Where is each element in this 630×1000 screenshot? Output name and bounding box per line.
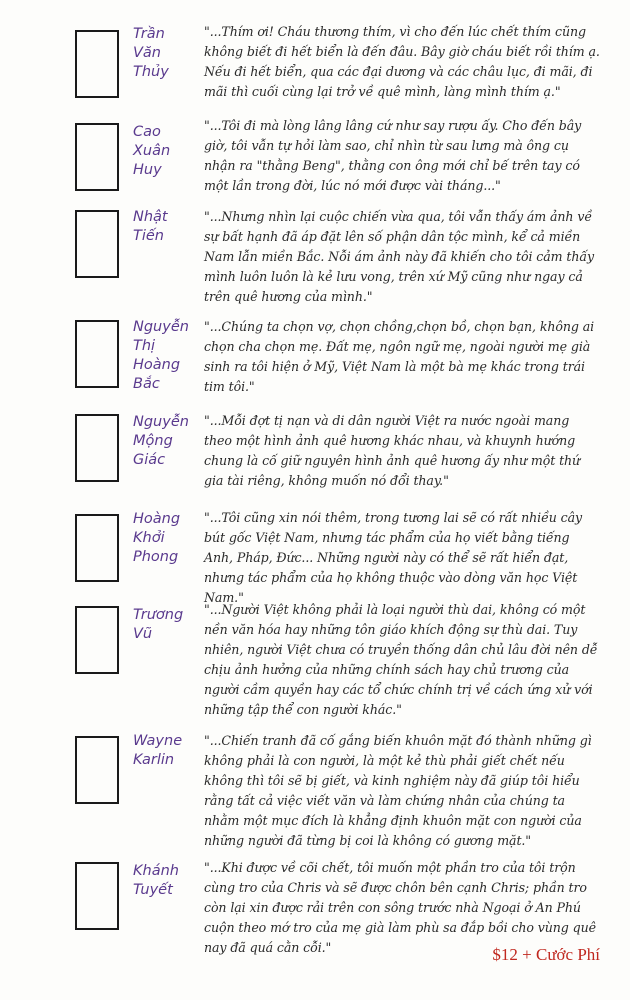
author-name: Cao Xuân Huy — [133, 124, 171, 178]
price-label: $12 + Cước Phí — [492, 945, 600, 964]
author-photo-placeholder — [75, 606, 119, 674]
author-photo-placeholder — [75, 862, 119, 930]
quote-text: "...Thím ơi! Cháu thương thím, vì cho đến lúc chết thím cũng không biết đi hết biển là đến đâu. Bây giờ cháu biết rồi thím ạ. Nếu đi hết biển, qua các đại dương và các châu lục, đi mãi, đi mãi thì cuối cùng lại trở về quê mình, làng mình thím ạ." — [204, 24, 600, 99]
quote-text: "...Tôi đi mà lòng lâng lâng cứ như say rượu ấy. Cho đến bây giờ, tôi vẫn tự hỏi làm sao, chỉ nhìn từ sau lưng mà ông cụ nhận ra "thằng Beng", thằng con ông mới chỉ bế trên tay có một lần trong đời, lúc nó mới được vài tháng..." — [204, 118, 582, 193]
author-name: Trương Vũ — [133, 607, 184, 642]
quote-text: "...Khi được về cõi chết, tôi muốn một phần tro của tôi trộn cùng tro của Chris và sẽ được chôn bên cạnh Chris; phần tro còn lại xin được rải trên con sông trước nhà Ngoại ở An Phú cuộn theo mớ tro của mẹ già làm phù sa đắp bồi cho vùng quê nay đã quá cằn cỗi." — [204, 860, 596, 955]
author-name: Nguyễn Mộng Giác — [133, 414, 189, 468]
author-name: Trần Văn Thủy — [133, 26, 169, 80]
author-photo-placeholder — [75, 736, 119, 804]
quote-text: "...Mỗi đợt tị nạn và di dân người Việt ra nước ngoài mang theo một hình ảnh quê hương khác nhau, và khuynh hướng chung là cố giữ nguyên hình ảnh quê hương ấy như một thứ gia tài riêng, không muốn nó đổi thay." — [204, 413, 581, 488]
author-name: Khánh Tuyết — [133, 863, 179, 898]
quote-text: "...Chiến tranh đã cố gắng biến khuôn mặt đó thành những gì không phải là con người, là một kẻ thù phải giết chết nếu không thì tôi sẽ bị giết, và kinh nghiệm này đã giúp tôi hiểu rằng tất cả việc viết văn và làm chứng nhân của chúng ta nhằm một mục đích là khẳng định khuôn mặt con người của những người đã từng bị coi là không có gương mặt." — [204, 733, 592, 848]
quote-text: "...Tôi cũng xin nói thêm, trong tương lai sẽ có rất nhiều cây bút gốc Việt Nam, nhưng tác phẩm của họ viết bằng tiếng Anh, Pháp, Đức... Những người này có thể sẽ rất hiển đạt, nhưng tác phẩm của họ không thuộc vào dòng văn học Việt Nam." — [204, 510, 583, 605]
author-name: Hoàng Khởi Phong — [133, 511, 181, 565]
author-name: Nguyễn Thị Hoàng Bắc — [133, 319, 189, 392]
quote-text: "...Người Việt không phải là loại người thù dai, không có một nền văn hóa hay những tôn giáo khích động sự thù dai. Tuy nhiên, người Việt chưa có truyền thống dân chủ lâu đời nên dễ chịu ảnh hưởng của những chính sách hay chủ trương của người cầm quyền hay các tổ chức chính trị về cách ứng xử với những tập thể con người khác." — [204, 602, 598, 717]
author-name: Nhật Tiến — [133, 209, 168, 244]
author-photo-placeholder — [75, 414, 119, 482]
author-name: Wayne Karlin — [133, 733, 183, 768]
author-photo-placeholder — [75, 320, 119, 388]
quote-text: "...Nhưng nhìn lại cuộc chiến vừa qua, tôi vẫn thấy ám ảnh về sự bất hạnh đã áp đặt lên số phận dân tộc mình, kể cả miền Nam lẫn miền Bắc. Nỗi ám ảnh này đã khiến cho tôi cảm thấy mình luôn luôn là kẻ lưu vong, trên xứ Mỹ cũng như ngay cả trên quê hương của mình." — [204, 209, 595, 304]
author-photo-placeholder — [75, 30, 119, 98]
quote-text: "...Chúng ta chọn vợ, chọn chồng,chọn bồ, chọn bạn, không ai chọn cha chọn mẹ. Đất mẹ, ngôn ngữ mẹ, ngoài người mẹ già sinh ra tôi hiện ở Mỹ, Việt Nam là một bà mẹ khác trong trái tim tôi." — [204, 319, 595, 394]
author-photo-placeholder — [75, 210, 119, 278]
author-photo-placeholder — [75, 123, 119, 191]
author-photo-placeholder — [75, 514, 119, 582]
